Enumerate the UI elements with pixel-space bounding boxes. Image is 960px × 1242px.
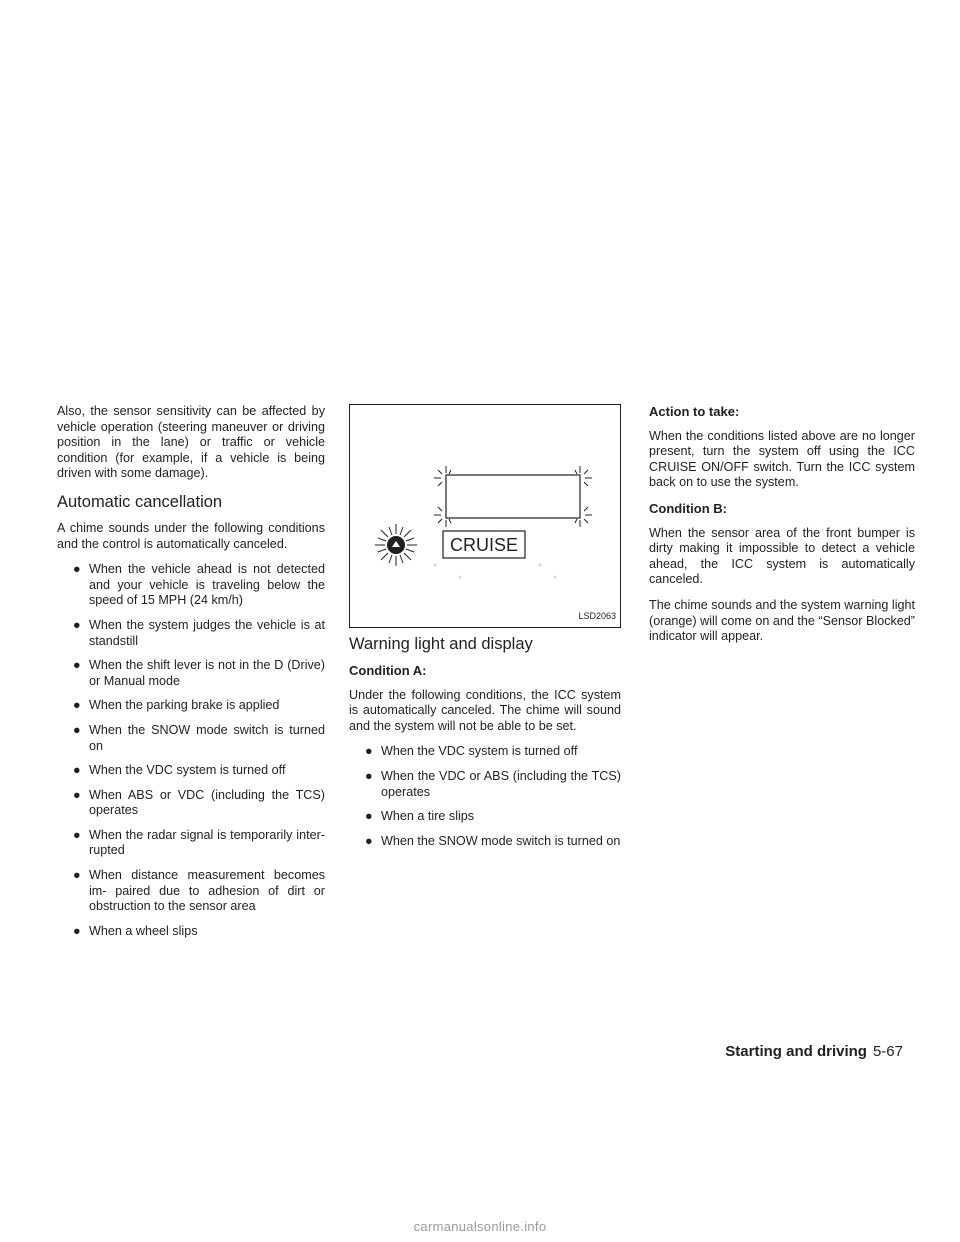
display-outline: [446, 475, 580, 518]
bullet-icon: ●: [73, 868, 81, 883]
condition-a-text: Under the following conditions, the ICC system is automatically canceled. The chime will sound and the system will not be able to be set.: [349, 687, 621, 733]
bullet-icon: ●: [365, 768, 373, 783]
condition-a-list: [349, 744, 621, 849]
column-middle: [349, 404, 621, 858]
cancellation-list: [57, 562, 325, 939]
figure-code: LSD2063: [578, 611, 616, 622]
action-text: When the conditions listed above are no longer present, turn the system off using the ICC CRUISE ON/OFF switch. Turn the ICC system back on to use the system.: [649, 428, 915, 490]
bullet-icon: ●: [73, 617, 81, 632]
list-item: ● When ABS or VDC (including the TCS) operates: [73, 787, 325, 818]
display-segments: [434, 564, 557, 579]
list-item: ● When distance measurement becomes im- paired due to adhesion of dirt or obstruction to the sensor area: [73, 868, 325, 914]
warning-light-icon: [375, 524, 417, 566]
cruise-display-illustration: [350, 405, 620, 627]
section-heading-automatic-cancellation: Automatic cancellation: [57, 492, 223, 511]
column-left: [57, 404, 325, 948]
bullet-icon: ●: [73, 787, 81, 802]
flash-icon: [434, 507, 451, 527]
condition-a-heading: Condition A:: [349, 663, 427, 678]
watermark: carmanualsonline.info: [413, 1219, 547, 1234]
footer-section-title: Starting and driving: [725, 1043, 867, 1060]
list-item: ● When a tire slips: [365, 809, 475, 824]
flash-icon: [575, 466, 592, 486]
cruise-display-figure: [349, 404, 621, 628]
intro-paragraph: Also, the sensor sensitivity can be affected by vehicle operation (steering maneuver or driving position in the lane) or traffic or vehicle condition (for example, if a vehicle is being driven with some damage).: [57, 404, 325, 481]
bullet-icon: ●: [73, 923, 81, 938]
list-item: ● When the VDC system is turned off: [73, 763, 286, 778]
section-heading-warning-light: Warning light and display: [349, 635, 533, 653]
bullet-icon: ●: [365, 809, 373, 824]
bullet-icon: ●: [73, 698, 81, 713]
list-item: ● When the SNOW mode switch is turned on: [73, 722, 325, 753]
list-item: ● When the shift lever is not in the D (Drive) or Manual mode: [73, 658, 325, 688]
bullet-icon: ●: [365, 744, 373, 759]
list-item: ● When the VDC or ABS (including the TCS) operates: [365, 768, 621, 799]
action-heading: Action to take:: [649, 404, 740, 419]
page-footer: [725, 1043, 903, 1060]
bullet-icon: ●: [73, 722, 81, 737]
cruise-indicator-label: CRUISE: [449, 535, 519, 555]
list-item: ● When the SNOW mode switch is turned on: [365, 833, 621, 848]
flash-icon: [575, 507, 592, 527]
list-item: ● When a wheel slips: [73, 923, 198, 938]
bullet-icon: ●: [365, 833, 373, 848]
condition-b-heading: Condition B:: [649, 500, 727, 516]
bullet-icon: ●: [73, 827, 81, 842]
page-number: 5-67: [872, 1043, 903, 1060]
warning-light-text: The chime sounds and the system warning light (orange) will come on and the “Sensor Blocked” indicator will appear.: [649, 597, 916, 644]
column-right: [649, 404, 915, 655]
lead-paragraph: A chime sounds under the following conditions and the control is automatically canceled.: [57, 520, 325, 551]
list-item: ● When the parking brake is applied: [73, 698, 280, 713]
bullet-icon: ●: [73, 658, 81, 673]
flash-icon: [434, 466, 451, 486]
bullet-icon: ●: [73, 763, 81, 778]
condition-b-text: When the sensor area of the front bumper is dirty making it impossible to detect a vehicle ahead, the ICC system is automatically canceled.: [649, 525, 915, 587]
list-item: ● When the system judges the vehicle is at standstill: [73, 617, 325, 648]
bullet-icon: ●: [73, 562, 81, 577]
list-item: ● When the vehicle ahead is not detected and your vehicle is traveling below the speed of 15 MPH (24 km/h): [73, 562, 325, 608]
list-item: ● When the radar signal is temporarily inter- rupted: [73, 827, 325, 858]
list-item: ● When the VDC system is turned off: [365, 744, 578, 759]
